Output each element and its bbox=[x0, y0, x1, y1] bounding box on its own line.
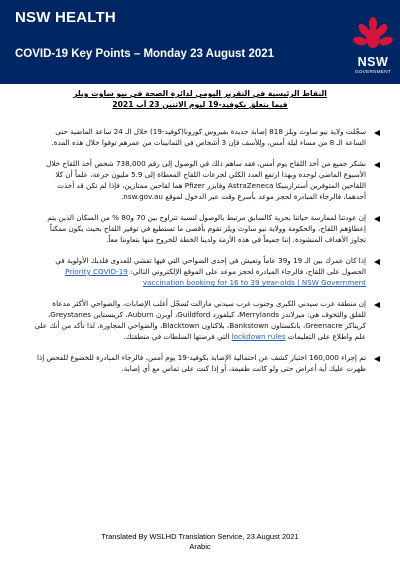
key-points-list bbox=[34, 126, 380, 374]
bullet-arrow-icon bbox=[374, 356, 380, 362]
bullet-text: تم إجراء 160,000 اختبار كشف عن احتمالية الإصابة بكوفيد-19 يوم أمس، فالرجاء المبادرة للخضوع للفحص إذا ظهرت عليك أية أعراض حتى ولو كانت طفيفة، أو إذا كنت على تماس مع أي إصابة. bbox=[37, 352, 366, 374]
header-title: NSW HEALTH bbox=[15, 9, 116, 26]
page-footer bbox=[0, 532, 400, 552]
page-header bbox=[0, 0, 400, 84]
bullet-text: سجّلت ولاية نيو ساوث ويلز 818 إصابة جديدة بفيروس كورونا(كوفيد-19) خلال الـ 24 ساعة الماضية حتى الساعة الـ 8 من مساء ليلة أمس، ولِلأسف فإن 3 أشخاص في الثمانينات من عمرهم توفوا خلال هذه المدة. bbox=[51, 127, 366, 148]
bullet-text: إذا كان عمرك بين الـ 19 و39 عاماً وتعيش في إحدى الضواحي التي فيها تفشي للعدوى فلديك الأولوية في الحصول على اللقاح، فالرجاء المبادرة لحجز موعد على الموقع الإلكتروني التالي: bbox=[55, 255, 366, 276]
lockdown-rules-link[interactable]: lockdown rules bbox=[231, 332, 286, 342]
footer-language: Arabic bbox=[189, 542, 211, 551]
header-subtitle: COVID-19 Key Points – Monday 23 August 2021 bbox=[15, 48, 275, 60]
footer-translation-credit: Translated By WSLHD Translation Service, 23 August 2021 bbox=[101, 532, 299, 541]
bullet-arrow-icon bbox=[374, 302, 380, 308]
nsw-government-logo bbox=[352, 16, 394, 78]
logo-government-text: GOVERNMENT bbox=[355, 69, 391, 74]
bullet-arrow-icon bbox=[374, 216, 380, 222]
bullet-arrow-icon bbox=[374, 162, 380, 168]
list-item bbox=[34, 158, 380, 203]
bullet-text: نشكر جميع من أخذ اللقاح يوم أمس، فقد ساهم ذلك في الوصول إلى رقم 738,000 شخص أخذ اللقاح خلال الأسبوع الماضي لوحده وبهذا ارتفع العدد الكلي لجرعات اللقاح المعطاة إلى 5.9 مليون جرعة، علماً أن كلا اللقاحين المتوفرين أسترازينيكا AstraZeneca وفايزر Pfizer هما لقاحين ممتازين، فإذا لم تكن قد أخذت أحدهما، فالرجاء المبادرة لحجز موعد بأسرع وقت عبر الدخول لموقع nsw.gov.au. bbox=[46, 158, 366, 202]
waratah-icon bbox=[352, 16, 394, 54]
vaccination-booking-link[interactable]: Priority COVID-19 vaccination booking for 16 to 39 year-olds | NSW Government bbox=[65, 266, 366, 288]
list-item bbox=[34, 298, 380, 343]
bullet-text-after-link: التي فرضتها السلطات في منطقتك. bbox=[123, 332, 232, 342]
bullet-text: إن عودتنا لممارسة حياتنا بحرية كالسابق مرتبط بالوصول لنسبة تتراوح بين 70 و80 % من السكان الذين يتم إعطاؤهم اللقاح، والحكومة وولاية نيو ساوث ويلز تقوم بأقصى ما تستطيع في توفير اللقاح بحيث يكون ممكناً تجاوز الأهداف المنشودة. إننا جميعاً في هذه الأزمة ولدينا الخطة للخروج منها بتعاوننا معاً. bbox=[47, 212, 366, 245]
document-title bbox=[30, 88, 370, 110]
bullet-arrow-icon bbox=[374, 130, 380, 136]
list-item bbox=[34, 352, 380, 375]
list-item bbox=[34, 255, 380, 289]
logo-text: NSW bbox=[357, 55, 389, 69]
bullet-arrow-icon bbox=[374, 259, 380, 265]
bullet-text: إن منطقة غرب سيدني الكبرى وجنوب غرب سيدني مازالت تُسجّل أغلب الإصابات، والضواحي الأكثر مدعاة للقلق والتخوف هي: ميرلاندز Merrylands، كيلفورد Guildford، أوبرن Auburn، كرينستاين Greystanes، كريناكر Greenacre، بانكستاون Bankstown، بلاكتاون Blacktown، والضواحي المجاورة، لذا تأكد من أنك على علم واطلاع على التعليمات bbox=[34, 298, 366, 342]
list-item bbox=[34, 212, 380, 246]
title-line-1: النقاط الرئيسية في التقرير اليومي لدائرة الصحة في نيو ساوث ويلز bbox=[73, 89, 327, 98]
title-line-2: فيما يتعلق بكوفيد-19 ليوم الاثنين 23 آب 2021 bbox=[112, 100, 288, 109]
list-item bbox=[34, 126, 380, 149]
